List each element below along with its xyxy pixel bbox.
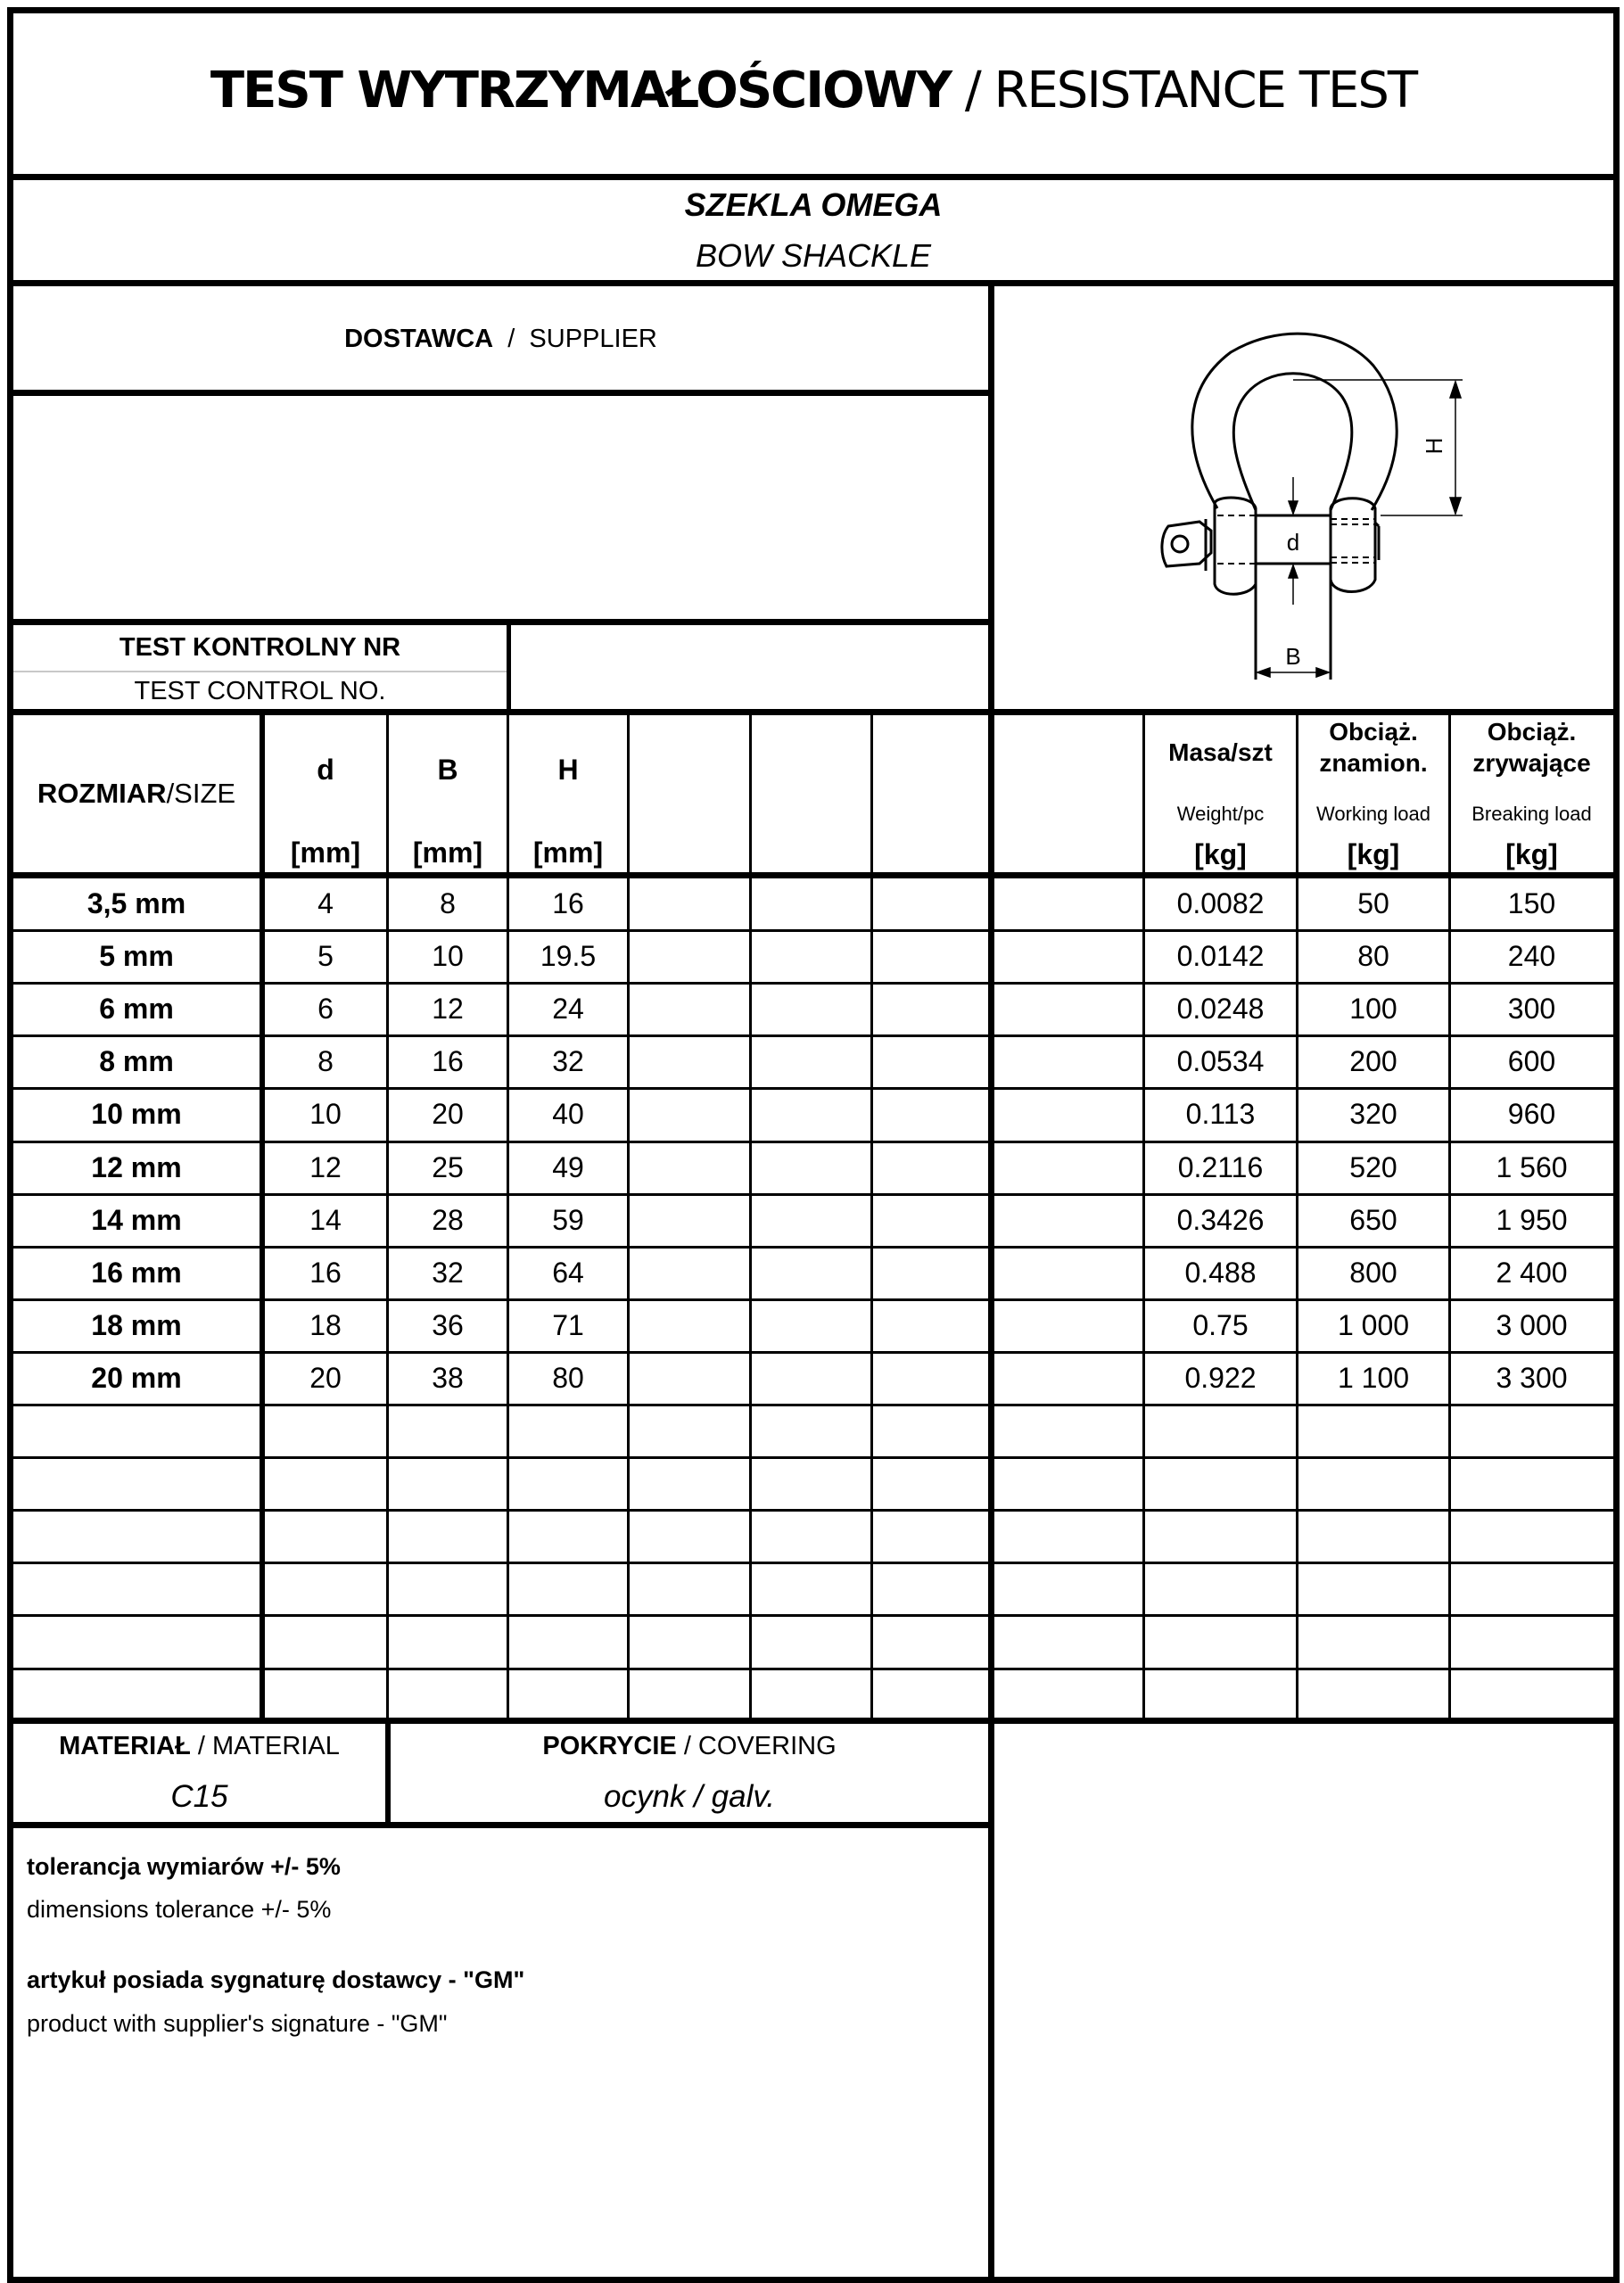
cell-d: 14	[309, 1203, 342, 1236]
cell-weight: 0.0082	[1176, 886, 1265, 919]
cell-empty[interactable]	[630, 1405, 749, 1455]
cell-empty[interactable]	[994, 931, 1142, 981]
cell-weight	[1145, 1405, 1296, 1455]
cell-breaking	[1451, 1458, 1612, 1508]
cell-d	[265, 1458, 386, 1508]
column-unit-working-load: [kg]	[1347, 838, 1400, 870]
divider	[988, 280, 994, 2283]
cell-empty[interactable]	[873, 1353, 988, 1403]
note-tolerance-english: dimensions tolerance +/- 5%	[27, 1896, 332, 1923]
cell-b	[389, 1669, 507, 1719]
cell-d	[265, 1405, 386, 1455]
cell-working: 650	[1349, 1203, 1397, 1236]
cell-size: 3,5 mm	[87, 886, 186, 919]
cell-size: 20 mm	[91, 1361, 182, 1394]
divider	[7, 280, 1620, 286]
cell-empty[interactable]	[752, 1300, 870, 1350]
cell-breaking: 3 000	[1496, 1308, 1568, 1341]
cell-empty[interactable]	[752, 1089, 870, 1139]
cell-working	[1298, 1616, 1448, 1666]
cell-b: 32	[432, 1256, 464, 1289]
title-separator: /	[951, 62, 994, 120]
cell-b: 28	[432, 1203, 464, 1236]
column-header-working-load-1: Obciąż.	[1329, 718, 1418, 746]
cell-empty[interactable]	[630, 1036, 749, 1086]
cell-b: 10	[432, 939, 464, 972]
cell-empty[interactable]	[873, 1142, 988, 1192]
cell-breaking: 1 950	[1496, 1203, 1568, 1236]
material-label-english: / MATERIAL	[190, 1732, 340, 1760]
cell-d: 16	[309, 1256, 342, 1289]
cell-empty[interactable]	[994, 1563, 1142, 1613]
cell-empty[interactable]	[873, 1511, 988, 1561]
cell-empty[interactable]	[630, 1511, 749, 1561]
cell-empty[interactable]	[752, 1405, 870, 1455]
cell-size	[13, 1563, 260, 1613]
cell-h: 24	[552, 992, 584, 1025]
cell-b: 20	[432, 1097, 464, 1130]
column-header-size	[13, 776, 260, 812]
note-signature-polish: artykuł posiada sygnaturę dostawcy - "GM"	[27, 1966, 525, 1993]
bow-shackle-diagram-icon	[1133, 312, 1489, 687]
cell-size: 6 mm	[99, 992, 174, 1025]
divider	[7, 390, 992, 396]
cell-breaking: 240	[1507, 939, 1556, 972]
cell-empty[interactable]	[873, 1458, 988, 1508]
supplier-label	[13, 321, 988, 357]
cell-empty[interactable]	[630, 1142, 749, 1192]
cell-b: 16	[432, 1044, 464, 1077]
cell-empty[interactable]	[994, 1142, 1142, 1192]
cell-empty[interactable]	[752, 1036, 870, 1086]
cell-weight: 0.0142	[1176, 939, 1265, 972]
cell-size: 5 mm	[99, 939, 174, 972]
cell-weight: 0.922	[1184, 1361, 1257, 1394]
cell-empty[interactable]	[873, 1036, 988, 1086]
cell-b: 12	[432, 992, 464, 1025]
covering-label-english: / COVERING	[676, 1732, 837, 1760]
column-subheader-working-load: Working load	[1316, 803, 1430, 825]
cell-b	[389, 1458, 507, 1508]
cell-working	[1298, 1511, 1448, 1561]
cell-empty[interactable]	[630, 1669, 749, 1719]
cell-h: 49	[552, 1150, 584, 1183]
cell-empty[interactable]	[873, 1405, 988, 1455]
cell-empty[interactable]	[630, 1248, 749, 1298]
column-subheader-weight: Weight/pc	[1176, 803, 1265, 825]
covering-value: ocynk / galv.	[604, 1779, 775, 1814]
cell-empty[interactable]	[630, 1563, 749, 1613]
cell-empty[interactable]	[752, 984, 870, 1034]
cell-size	[13, 1616, 260, 1666]
cell-size	[13, 1405, 260, 1455]
cell-breaking	[1451, 1405, 1612, 1455]
cell-empty[interactable]	[994, 1511, 1142, 1561]
cell-empty[interactable]	[630, 878, 749, 928]
cell-d: 18	[309, 1308, 342, 1341]
note-signature-english: product with supplier's signature - "GM"	[27, 2010, 448, 2037]
cell-working	[1298, 1405, 1448, 1455]
cell-size: 8 mm	[99, 1044, 174, 1077]
column-header-weight: Masa/szt	[1168, 738, 1273, 766]
cell-weight: 0.0534	[1176, 1044, 1265, 1077]
cell-empty[interactable]	[994, 1669, 1142, 1719]
cell-h: 71	[552, 1308, 584, 1341]
cell-b	[389, 1563, 507, 1613]
column-header-d: d	[317, 754, 334, 786]
cell-d: 6	[317, 992, 334, 1025]
cell-empty[interactable]	[873, 1300, 988, 1350]
cell-empty[interactable]	[873, 984, 988, 1034]
cell-size: 14 mm	[91, 1203, 182, 1236]
column-unit-h: [mm]	[532, 837, 604, 869]
cell-size: 16 mm	[91, 1256, 182, 1289]
product-name-english: BOW SHACKLE	[695, 237, 932, 274]
cell-b	[389, 1405, 507, 1455]
title-polish: TEST WYTRZYMAŁOŚCIOWY	[210, 62, 952, 120]
cell-empty[interactable]	[994, 1458, 1142, 1508]
cell-weight: 0.0248	[1176, 992, 1265, 1025]
cell-d: 4	[317, 886, 334, 919]
cell-h	[509, 1405, 627, 1455]
cell-empty[interactable]	[994, 1300, 1142, 1350]
cell-h	[509, 1616, 627, 1666]
cell-working	[1298, 1669, 1448, 1719]
cell-d	[265, 1511, 386, 1561]
cell-breaking	[1451, 1563, 1612, 1613]
column-header-breaking-load-2: zrywające	[1472, 749, 1591, 777]
divider	[7, 709, 1620, 715]
cell-working: 80	[1357, 939, 1389, 972]
cell-h: 32	[552, 1044, 584, 1077]
cell-empty[interactable]	[994, 1405, 1142, 1455]
cell-d: 5	[317, 939, 334, 972]
cell-empty[interactable]	[630, 1300, 749, 1350]
cell-empty[interactable]	[752, 1353, 870, 1403]
divider	[7, 1822, 992, 1828]
cell-empty[interactable]	[752, 1616, 870, 1666]
column-header-h: H	[557, 754, 579, 786]
cell-empty[interactable]	[752, 1563, 870, 1613]
cell-empty[interactable]	[630, 1353, 749, 1403]
cell-empty[interactable]	[873, 1563, 988, 1613]
cell-empty[interactable]	[994, 984, 1142, 1034]
covering-label	[391, 1732, 988, 1761]
cell-size	[13, 1511, 260, 1561]
material-value: C15	[170, 1779, 228, 1814]
cell-size: 18 mm	[91, 1308, 182, 1341]
cell-breaking: 1 560	[1496, 1150, 1568, 1183]
cell-working: 520	[1349, 1150, 1397, 1183]
test-control-number-field[interactable]	[511, 625, 988, 709]
cell-breaking: 2 400	[1496, 1256, 1568, 1289]
cell-empty[interactable]	[873, 1669, 988, 1719]
cell-breaking: 150	[1507, 886, 1556, 919]
cell-empty[interactable]	[994, 1195, 1142, 1245]
cell-breaking	[1451, 1511, 1612, 1561]
cell-d	[265, 1616, 386, 1666]
cell-empty[interactable]	[630, 931, 749, 981]
divider	[7, 174, 1620, 180]
dim-b-label: B	[1285, 643, 1301, 670]
cell-b: 8	[440, 886, 456, 919]
cell-empty[interactable]	[873, 1089, 988, 1139]
cell-empty[interactable]	[873, 878, 988, 928]
column-header-breaking-load-1: Obciąż.	[1487, 718, 1577, 746]
size-header-english: /SIZE	[166, 778, 236, 809]
material-label	[13, 1732, 385, 1761]
cell-h: 19.5	[540, 939, 597, 972]
cell-working: 50	[1357, 886, 1389, 919]
cell-working: 100	[1349, 992, 1397, 1025]
column-unit-weight: [kg]	[1194, 838, 1247, 870]
cell-h: 40	[552, 1097, 584, 1130]
cell-empty[interactable]	[873, 1248, 988, 1298]
column-unit-d: [mm]	[290, 837, 361, 869]
supplier-label-polish: DOSTAWCA	[344, 325, 494, 353]
cell-empty[interactable]	[752, 1195, 870, 1245]
page-title	[7, 55, 1620, 127]
column-unit-breaking-load: [kg]	[1505, 838, 1558, 870]
cell-weight	[1145, 1511, 1296, 1561]
cell-working	[1298, 1563, 1448, 1613]
cell-d: 8	[317, 1044, 334, 1077]
cell-empty[interactable]	[752, 1669, 870, 1719]
cell-weight: 0.2116	[1177, 1150, 1264, 1183]
cell-weight	[1145, 1616, 1296, 1666]
cell-weight: 0.75	[1192, 1308, 1249, 1341]
cell-d: 10	[309, 1097, 342, 1130]
cell-size: 12 mm	[91, 1150, 182, 1183]
cell-working: 1 000	[1337, 1308, 1410, 1341]
cell-breaking	[1451, 1616, 1612, 1666]
cell-weight: 0.488	[1184, 1256, 1257, 1289]
cell-working: 320	[1349, 1097, 1397, 1130]
material-label-polish: MATERIAŁ	[59, 1732, 191, 1760]
cell-d: 20	[309, 1361, 342, 1394]
cell-empty[interactable]	[994, 1248, 1142, 1298]
cell-working: 200	[1349, 1044, 1397, 1077]
cell-h: 64	[552, 1256, 584, 1289]
supplier-label-separator: /	[493, 325, 530, 353]
cell-h	[509, 1458, 627, 1508]
cell-h: 16	[552, 886, 584, 919]
cell-empty[interactable]	[994, 1036, 1142, 1086]
cell-weight: 0.3426	[1176, 1203, 1265, 1236]
cell-size	[13, 1458, 260, 1508]
cell-empty[interactable]	[752, 1511, 870, 1561]
cell-empty[interactable]	[994, 1616, 1142, 1666]
cell-size: 10 mm	[91, 1097, 182, 1130]
cell-empty[interactable]	[630, 1616, 749, 1666]
covering-label-polish: POKRYCIE	[542, 1732, 677, 1760]
cell-empty[interactable]	[752, 1142, 870, 1192]
product-name-polish: SZEKLA OMEGA	[684, 186, 943, 223]
cell-empty[interactable]	[873, 931, 988, 981]
cell-breaking: 300	[1507, 992, 1556, 1025]
column-header-b: B	[437, 754, 458, 786]
cell-empty[interactable]	[752, 931, 870, 981]
cell-weight	[1145, 1669, 1296, 1719]
cell-h	[509, 1563, 627, 1613]
divider	[7, 872, 1620, 878]
size-header-polish: ROZMIAR	[37, 778, 167, 809]
test-control-label-polish: TEST KONTROLNY NR	[119, 633, 401, 662]
cell-weight: 0.113	[1185, 1097, 1256, 1130]
dim-h-label: H	[1421, 437, 1447, 455]
cell-empty[interactable]	[994, 878, 1142, 928]
cell-breaking: 3 300	[1496, 1361, 1568, 1394]
cell-empty[interactable]	[630, 1195, 749, 1245]
test-control-label-english: TEST CONTROL NO.	[134, 677, 386, 705]
cell-empty[interactable]	[873, 1195, 988, 1245]
cell-h: 59	[552, 1203, 584, 1236]
note-tolerance-polish: tolerancja wymiarów +/- 5%	[27, 1853, 341, 1880]
cell-empty[interactable]	[630, 1089, 749, 1139]
cell-size	[13, 1669, 260, 1719]
cell-working: 1 100	[1337, 1361, 1410, 1394]
cell-b	[389, 1616, 507, 1666]
cell-empty[interactable]	[994, 1089, 1142, 1139]
cell-h: 80	[552, 1361, 584, 1394]
title-english: RESISTANCE TEST	[993, 62, 1417, 120]
column-unit-b: [mm]	[412, 837, 483, 869]
cell-b: 25	[432, 1150, 464, 1183]
cell-empty[interactable]	[994, 1353, 1142, 1403]
cell-empty[interactable]	[630, 1458, 749, 1508]
cell-breaking: 960	[1507, 1097, 1556, 1130]
supplier-field[interactable]	[13, 396, 988, 619]
cell-d	[265, 1563, 386, 1613]
cell-breaking	[1451, 1669, 1612, 1719]
cell-breaking: 600	[1507, 1044, 1556, 1077]
cell-working	[1298, 1458, 1448, 1508]
column-subheader-breaking-load: Breaking load	[1471, 803, 1592, 825]
cell-b: 36	[432, 1308, 464, 1341]
cell-empty[interactable]	[752, 1248, 870, 1298]
cell-b	[389, 1511, 507, 1561]
cell-weight	[1145, 1458, 1296, 1508]
cell-d	[265, 1669, 386, 1719]
cell-weight	[1145, 1563, 1296, 1613]
cell-empty[interactable]	[630, 984, 749, 1034]
cell-empty[interactable]	[752, 878, 870, 928]
cell-empty[interactable]	[752, 1458, 870, 1508]
cell-working: 800	[1349, 1256, 1397, 1289]
cell-h	[509, 1669, 627, 1719]
divider	[7, 619, 992, 625]
dim-d-label: d	[1286, 529, 1300, 556]
column-header-working-load-2: znamion.	[1319, 749, 1428, 777]
cell-d: 12	[309, 1150, 342, 1183]
cell-b: 38	[432, 1361, 464, 1394]
cell-empty[interactable]	[873, 1616, 988, 1666]
supplier-label-english: SUPPLIER	[529, 325, 657, 353]
cell-h	[509, 1511, 627, 1561]
